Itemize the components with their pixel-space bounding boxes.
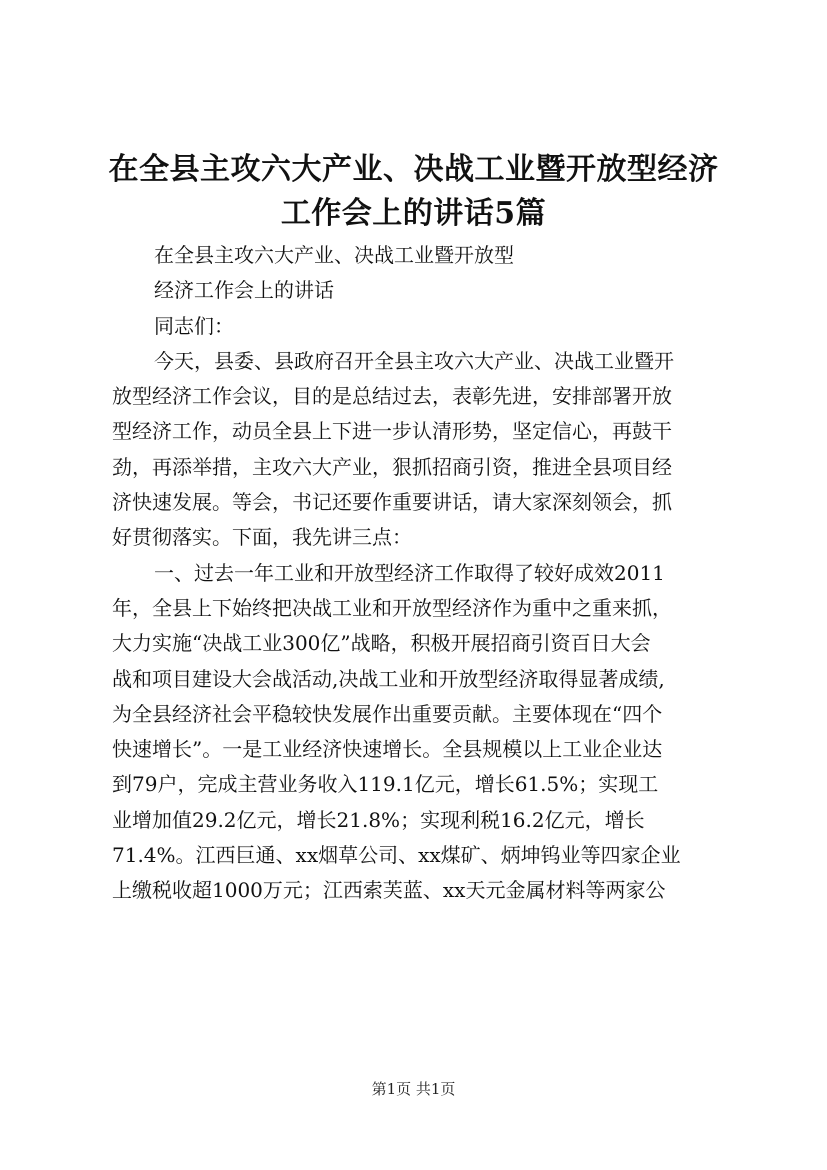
text-line: 大力实施“决战工业300亿”战略，积极开展招商引资百日大会 <box>112 631 651 656</box>
text-line: 战和项目建设大会战活动,决战工业和开放型经济取得显著成绩, <box>112 666 665 691</box>
text-line: 济快速发展。等会，书记还要作重要讲话，请大家深刻领会，抓 <box>112 490 672 515</box>
text-line: 一、过去一年工业和开放型经济工作取得了较好成效2011 <box>154 560 665 585</box>
text-line: 放型经济工作会议，目的是总结过去，表彰先进，安排部署开放 <box>112 384 672 409</box>
text-line: 在全县主攻六大产业、决战工业暨开放型 <box>154 243 514 267</box>
text-line: 型经济工作，动员全县上下进一步认清形势，坚定信心，再鼓干 <box>112 419 672 444</box>
text-line: 年，全县上下始终把决战工业和开放型经济作为重中之重来抓， <box>112 595 672 620</box>
text-line: 同志们： <box>154 313 234 338</box>
text-line: 业增加值29.2亿元，增长21.8%；实现利税16.2亿元，增长 <box>112 807 645 832</box>
title-line-2: 工作会上的讲话5篇 <box>280 196 547 231</box>
text-line: 今天，县委、县政府召开全县主攻六大产业、决战工业暨开 <box>154 348 674 373</box>
text-line: 快速增长”。一是工业经济快速增长。全县规模以上工业企业达 <box>112 737 663 762</box>
text-line: 上缴税收超1000万元；江西索芙蓝、xx天元金属材料等两家公 <box>112 878 666 903</box>
document-body <box>112 238 732 909</box>
text-line: 经济工作会上的讲话 <box>154 278 334 303</box>
document-title <box>60 148 767 236</box>
title-line-1: 在全县主攻六大产业、决战工业暨开放型经济 <box>108 152 719 187</box>
page-footer: 第1页 共1页 <box>371 1080 456 1098</box>
text-line: 劲，再添举措，主攻六大产业，狠抓招商引资，推进全县项目经 <box>112 454 672 479</box>
text-line: 到79户，完成主营业务收入119.1亿元，增长61.5%；实现工 <box>112 772 659 797</box>
text-line: 为全县经济社会平稳较快发展作出重要贡献。主要体现在“四个 <box>112 701 663 726</box>
text-line: 好贯彻落实。下面，我先讲三点： <box>112 525 412 550</box>
text-line: 71.4%。江西巨通、xx烟草公司、xx煤矿、炳坤钨业等四家企业 <box>112 843 681 868</box>
